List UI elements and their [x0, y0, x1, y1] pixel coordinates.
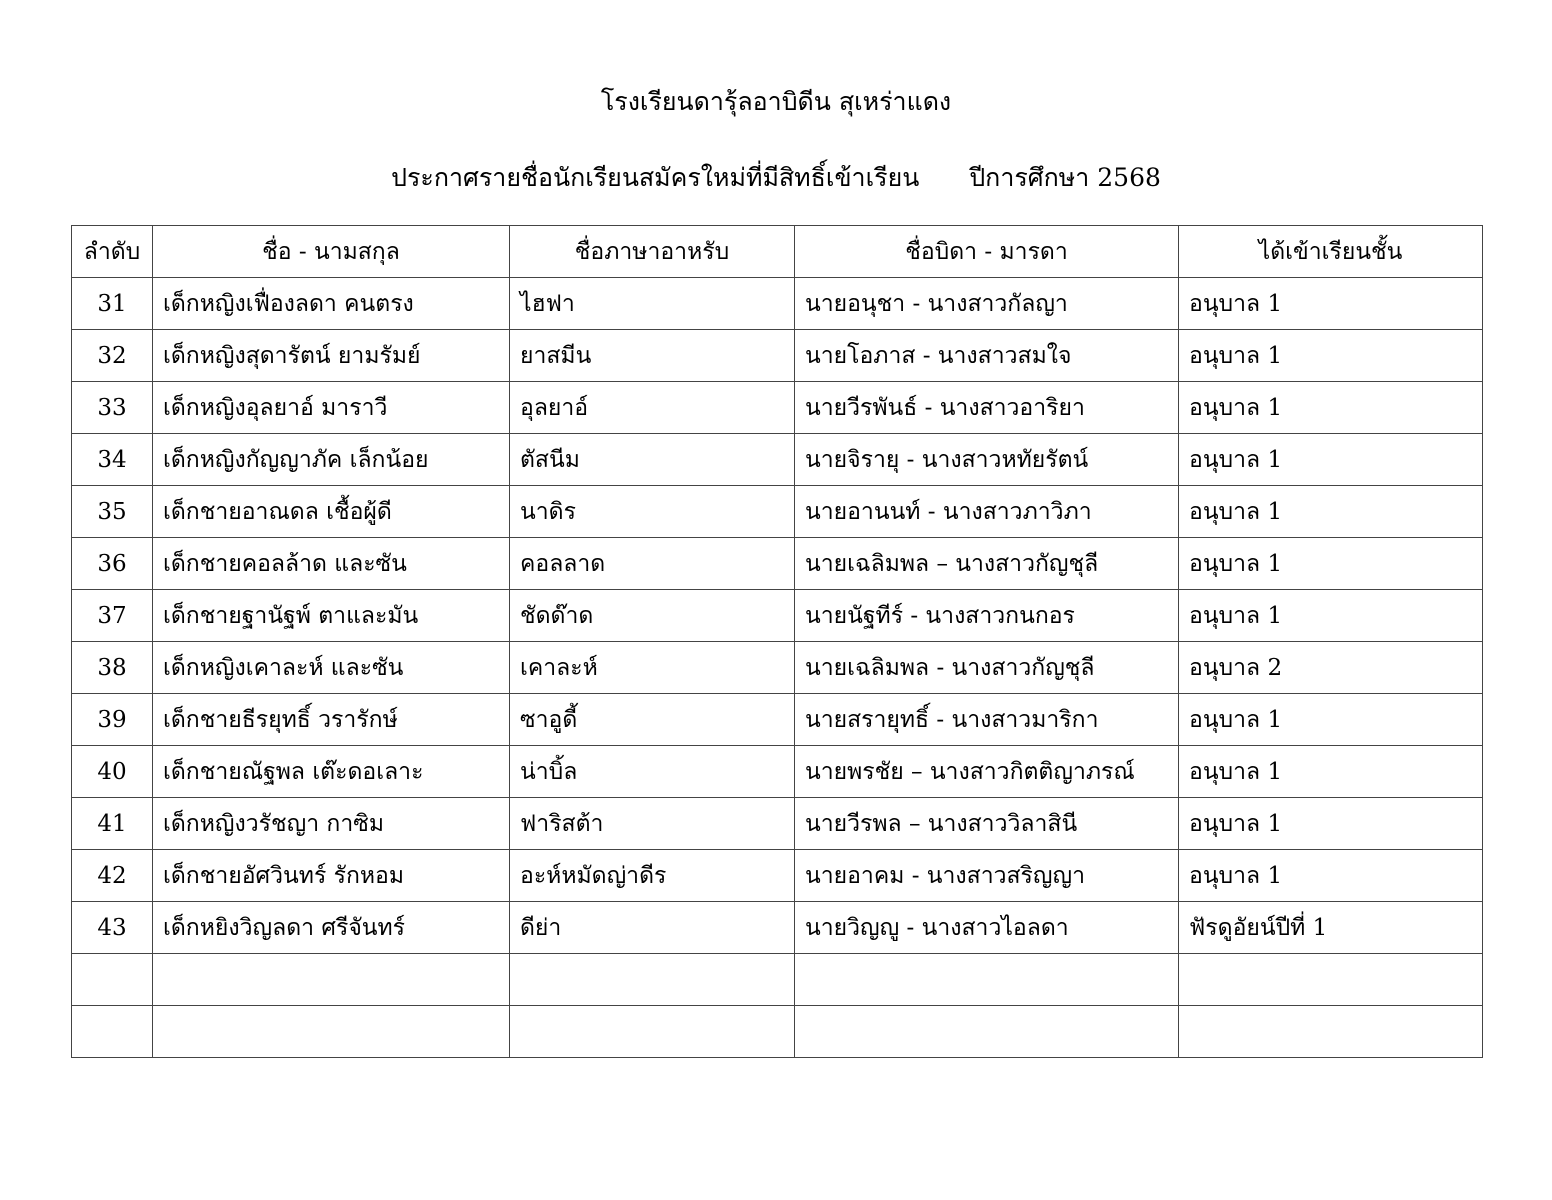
cell-parents: นายเฉลิมพล - นางสาวกัญชุลี: [795, 642, 1179, 694]
table-row: [72, 642, 1483, 694]
announcement-text: ประกาศรายชื่อนักเรียนสมัครใหม่ที่มีสิทธิ์เข้าเรียน: [391, 163, 920, 192]
cell-arabic-name: น่าบิ้ล: [510, 746, 795, 798]
cell-no: 36: [72, 538, 153, 590]
table-row: [72, 902, 1483, 954]
cell-arabic-name: อะห์หมัดญ่าดีร: [510, 850, 795, 902]
table-row: [72, 538, 1483, 590]
cell-arabic-name: ดีย่า: [510, 902, 795, 954]
column-header-arabic-name: ชื่อภาษาอาหรับ: [510, 226, 795, 278]
cell-name: [153, 1006, 510, 1058]
cell-parents: [795, 954, 1179, 1006]
cell-no: 32: [72, 330, 153, 382]
cell-arabic-name: คอลลาด: [510, 538, 795, 590]
cell-name: เด็กหญิงกัญญาภัค เล็กน้อย: [153, 434, 510, 486]
cell-name: เด็กหยิงวิญลดา ศรีจันทร์: [153, 902, 510, 954]
table-row: [72, 850, 1483, 902]
cell-arabic-name: ยาสมีน: [510, 330, 795, 382]
table-row: [72, 746, 1483, 798]
cell-parents: นายวีรพล – นางสาววิลาสินี: [795, 798, 1179, 850]
table-row: [72, 382, 1483, 434]
cell-parents: นายโอภาส - นางสาวสมใจ: [795, 330, 1179, 382]
cell-name: เด็กหญิงสุดารัตน์ ยามรัมย์: [153, 330, 510, 382]
cell-no: 35: [72, 486, 153, 538]
cell-grade: อนุบาล 1: [1179, 486, 1483, 538]
cell-arabic-name: อุลยาอ์: [510, 382, 795, 434]
column-header-no: ลำดับ: [72, 226, 153, 278]
cell-parents: นายวิญญู - นางสาวไอลดา: [795, 902, 1179, 954]
cell-no: 38: [72, 642, 153, 694]
table-row: [72, 954, 1483, 1006]
cell-parents: นายอานนท์ - นางสาวภาวิภา: [795, 486, 1179, 538]
cell-no: 42: [72, 850, 153, 902]
cell-name: เด็กชายอาณดล เชื้อผู้ดี: [153, 486, 510, 538]
table-row: [72, 330, 1483, 382]
cell-grade: อนุบาล 2: [1179, 642, 1483, 694]
cell-parents: นายอาคม - นางสาวสริญญา: [795, 850, 1179, 902]
table-row: [72, 1006, 1483, 1058]
cell-grade: [1179, 954, 1483, 1006]
cell-no: 40: [72, 746, 153, 798]
cell-name: เด็กชายอัศวินทร์ รักหอม: [153, 850, 510, 902]
cell-grade: [1179, 1006, 1483, 1058]
cell-grade: อนุบาล 1: [1179, 850, 1483, 902]
cell-no: 31: [72, 278, 153, 330]
cell-no: 37: [72, 590, 153, 642]
table-row: [72, 798, 1483, 850]
academic-year: ปีการศึกษา 2568: [969, 163, 1161, 192]
cell-parents: นายพรชัย – นางสาวกิตติญาภรณ์: [795, 746, 1179, 798]
cell-name: เด็กหญิงเฟื่องลดา คนตรง: [153, 278, 510, 330]
cell-arabic-name: ชัดด๊าด: [510, 590, 795, 642]
cell-parents: นายนัฐทีร์ - นางสาวกนกอร: [795, 590, 1179, 642]
cell-grade: อนุบาล 1: [1179, 746, 1483, 798]
cell-grade: อนุบาล 1: [1179, 538, 1483, 590]
cell-grade: อนุบาล 1: [1179, 694, 1483, 746]
cell-grade: อนุบาล 1: [1179, 590, 1483, 642]
cell-no: [72, 954, 153, 1006]
cell-arabic-name: นาดิร: [510, 486, 795, 538]
cell-no: 41: [72, 798, 153, 850]
cell-name: [153, 954, 510, 1006]
cell-no: 33: [72, 382, 153, 434]
table-row: [72, 694, 1483, 746]
table-row: [72, 278, 1483, 330]
table-row: [72, 434, 1483, 486]
cell-grade: อนุบาล 1: [1179, 434, 1483, 486]
cell-parents: นายจิรายุ - นางสาวหทัยรัตน์: [795, 434, 1179, 486]
table-row: [72, 486, 1483, 538]
cell-arabic-name: เคาละห์: [510, 642, 795, 694]
cell-name: เด็กชายธีรยุทธิ์ วรารักษ์: [153, 694, 510, 746]
cell-parents: นายวีรพันธ์ - นางสาวอาริยา: [795, 382, 1179, 434]
cell-no: 34: [72, 434, 153, 486]
cell-name: เด็กชายณัฐพล เต๊ะดอเลาะ: [153, 746, 510, 798]
cell-arabic-name: ฟาริสต้า: [510, 798, 795, 850]
cell-arabic-name: [510, 954, 795, 1006]
school-name: โรงเรียนดารุ้ลอาบิดีน สุเหร่าแดง: [600, 87, 952, 116]
column-header-name: ชื่อ - นามสกุล: [153, 226, 510, 278]
cell-name: เด็กหญิงวรัชญา กาซิม: [153, 798, 510, 850]
cell-no: 39: [72, 694, 153, 746]
cell-grade: อนุบาล 1: [1179, 278, 1483, 330]
table-row: [72, 590, 1483, 642]
cell-name: เด็กหญิงอุลยาอ์ มาราวี: [153, 382, 510, 434]
announcement-title: [0, 158, 1552, 198]
cell-name: เด็กชายฐานัฐพ์ ตาและมัน: [153, 590, 510, 642]
column-header-parents: ชื่อบิดา - มารดา: [795, 226, 1179, 278]
cell-arabic-name: [510, 1006, 795, 1058]
cell-grade: อนุบาล 1: [1179, 382, 1483, 434]
student-roster-table: [71, 225, 1483, 1058]
cell-no: 43: [72, 902, 153, 954]
cell-arabic-name: ซาอูดี้: [510, 694, 795, 746]
cell-parents: นายสรายุทธิ์ - นางสาวมาริกา: [795, 694, 1179, 746]
cell-parents: นายเฉลิมพล – นางสาวกัญชุลี: [795, 538, 1179, 590]
cell-arabic-name: ไฮฟา: [510, 278, 795, 330]
cell-arabic-name: ตัสนีม: [510, 434, 795, 486]
cell-grade: อนุบาล 1: [1179, 330, 1483, 382]
cell-no: [72, 1006, 153, 1058]
cell-parents: [795, 1006, 1179, 1058]
cell-name: เด็กชายคอลล้าด และซัน: [153, 538, 510, 590]
cell-grade: อนุบาล 1: [1179, 798, 1483, 850]
table-body: [72, 278, 1483, 1058]
cell-parents: นายอนุชา - นางสาวกัลญา: [795, 278, 1179, 330]
column-header-grade: ได้เข้าเรียนชั้น: [1179, 226, 1483, 278]
table-header-row: [72, 226, 1483, 278]
cell-grade: ฟัรดูอัยน์ปีที่ 1: [1179, 902, 1483, 954]
cell-name: เด็กหญิงเคาละห์ และซัน: [153, 642, 510, 694]
